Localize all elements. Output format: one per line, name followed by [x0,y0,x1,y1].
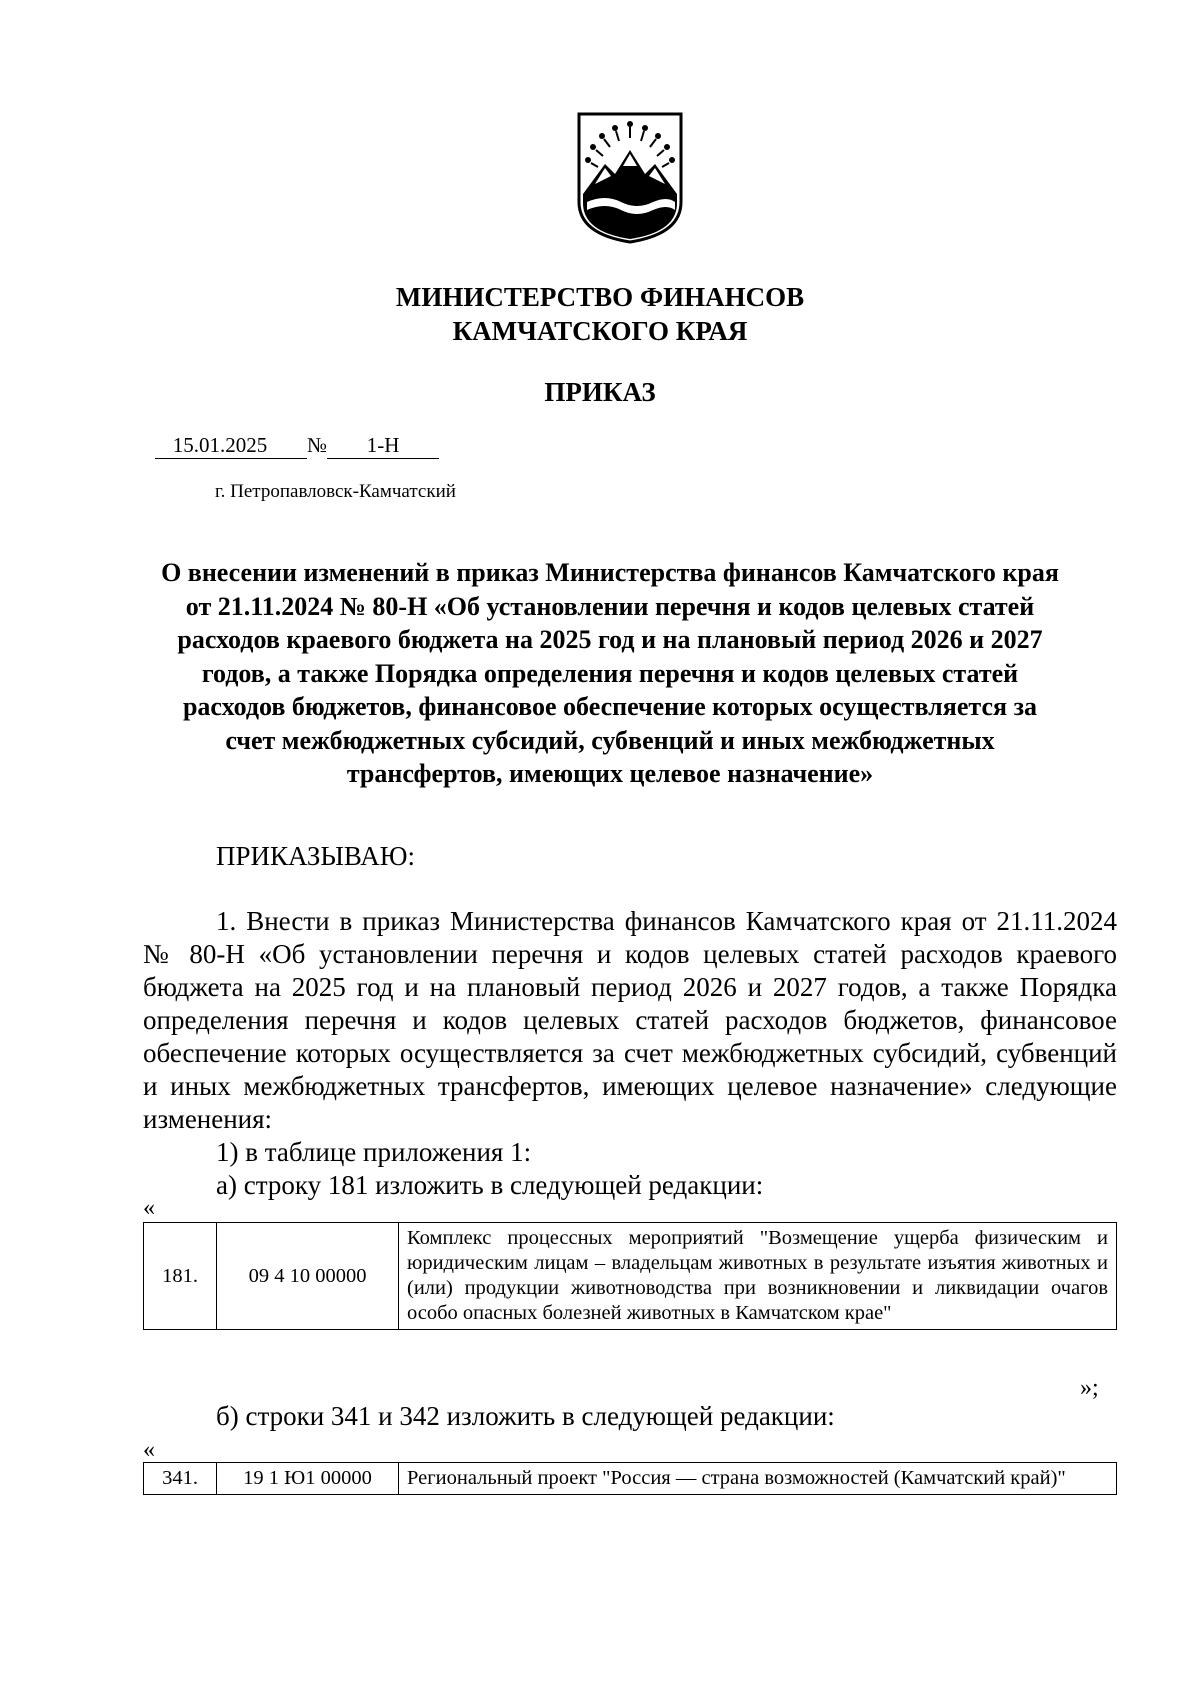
date-number-line [155,432,439,459]
number-sign: № [307,433,328,457]
document-type: ПРИКАЗ [544,377,656,407]
paragraph-1: 1. Внести в приказ Министерства финансов Камчатского края от 21.11.2024 № 80-Н «Об установлении перечня и кодов целевых статей расходов краевого бюджета на 2025 год и на плановый период 2026 и 2027 годов, а также Порядка определения перечня и кодов целевых статей расходов бюджетов, финансовое обеспечение которых осуществляется за счет межбюджетных субсидий, субвенций и иных межбюджетных трансфертов, имеющих целевое назначение» следующие изменения: [143,906,1117,1134]
table-row [144,1223,1117,1330]
kamchatka-coat-of-arms-icon [575,110,685,245]
row-number: 341. [144,1463,217,1495]
row-number: 181. [144,1223,217,1330]
order-date: 15.01.2025 [155,432,285,459]
table-row [144,1463,1117,1495]
row-text: Комплекс процессных мероприятий "Возмещение ущерба физическим и юридическим лицам – владельцам животных в результате изъятия животных и (или) продукции животноводства при возникновении и ликвидации очагов особо опасных болезней животных в Камчатском крае" [399,1223,1117,1330]
row-code: 19 1 Ю1 00000 [217,1463,399,1495]
ministry-line-2: КАМЧАТСКОГО КРАЯ [452,316,748,346]
order-body [143,905,1117,1202]
quote-open: « [143,1195,155,1221]
ministry-name [0,280,1200,348]
order-word: ПРИКАЗЫВАЮ: [216,841,415,871]
subparagraph-1: 1) в таблице приложения 1: [216,1137,532,1167]
order-subject: О внесении изменений в приказ Министерства финансов Камчатского края от 21.11.2024 № 80-Н «Об установлении перечня и кодов целевых статей расходов краевого бюджета на 2025 год и на плановый период 2026 и 2027 годов, а также Порядка определения перечня и кодов целевых статей расходов бюджетов, финансовое обеспечение которых осуществляется за счет межбюджетных субсидий, субвенций и иных межбюджетных трансфертов, имеющих целевое назначение» [161,558,1059,788]
table-row-181 [143,1222,1117,1330]
ministry-line-1: МИНИСТЕРСТВО ФИНАНСОВ [395,282,805,312]
row-text: Региональный проект "Россия — страна возможностей (Камчатский край)" [399,1463,1117,1495]
quote-open-2: « [143,1437,155,1463]
subparagraph-a: а) строку 181 изложить в следующей редакции: [216,1170,764,1200]
order-number: 1-Н [327,432,439,459]
row-code: 09 4 10 00000 [217,1223,399,1330]
subparagraph-b: б) строки 341 и 342 изложить в следующей редакции: [216,1401,835,1431]
quote-close: »; [1080,1375,1099,1401]
table-row-341 [143,1462,1117,1495]
city: г. Петропавловск-Камчатский [215,481,456,502]
